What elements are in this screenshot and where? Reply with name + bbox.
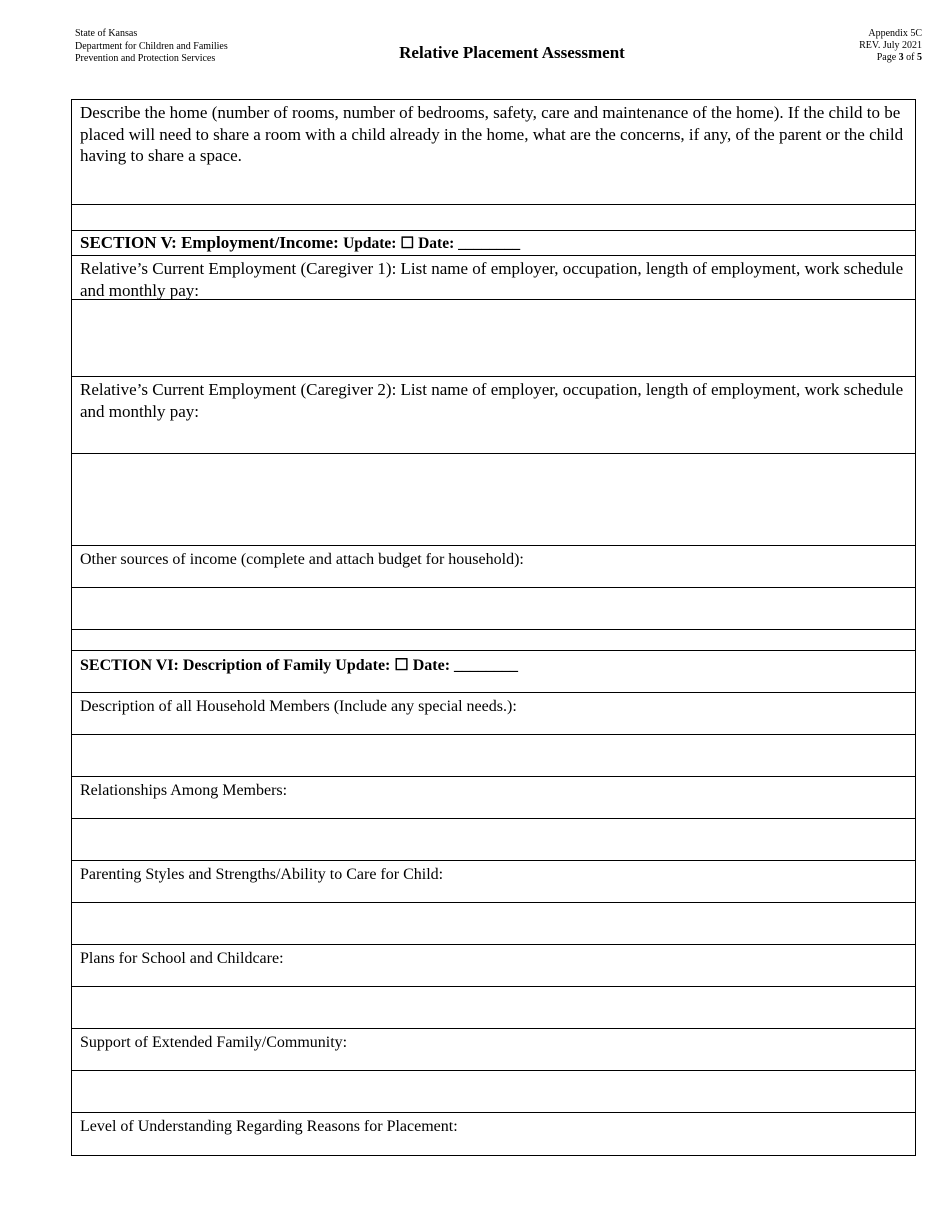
- revision-label: REV. July 2021: [859, 40, 922, 51]
- school-childcare-field[interactable]: [72, 987, 915, 1029]
- other-income-prompt: Other sources of income (complete and attach budget for household):: [72, 546, 915, 588]
- extended-family-prompt: Support of Extended Family/Community:: [72, 1029, 915, 1071]
- home-description-prompt: Describe the home (number of rooms, number of bedrooms, safety, care and maintenance of the home). If the child to be placed will need to share a room with a child already in the home, what are the concerns, if any, of the parent or the child having to share a space.: [72, 100, 915, 205]
- section6-header: SECTION VI: Description of Family Update: ☐ Date: ________: [72, 651, 915, 693]
- household-members-field[interactable]: [72, 735, 915, 777]
- extended-family-field[interactable]: [72, 1071, 915, 1113]
- household-members-prompt: Description of all Household Members (Include any special needs.):: [72, 693, 915, 735]
- appendix-label: Appendix 5C: [868, 28, 922, 39]
- agency-department: Department for Children and Families: [75, 40, 228, 52]
- school-childcare-prompt: Plans for School and Childcare:: [72, 945, 915, 987]
- relationships-prompt: Relationships Among Members:: [72, 777, 915, 819]
- document-title: Relative Placement Assessment: [399, 43, 625, 62]
- parenting-styles-field[interactable]: [72, 903, 915, 945]
- relationships-field[interactable]: [72, 819, 915, 861]
- other-income-field[interactable]: [72, 588, 915, 630]
- agency-state: State of Kansas: [75, 28, 138, 39]
- assessment-form: [71, 99, 916, 1156]
- agency-division: Prevention and Protection Services: [75, 53, 216, 64]
- document-title-wrap: [0, 40, 950, 63]
- page-number: Page 3 of 5: [876, 52, 922, 63]
- spacer-row: [72, 630, 915, 651]
- placement-understanding-prompt: Level of Understanding Regarding Reasons for Placement:: [80, 1118, 458, 1135]
- section5-header: [72, 231, 915, 256]
- caregiver2-prompt: Relative’s Current Employment (Caregiver 2): List name of employer, occupation, length of employment, work schedule and monthly pay:: [72, 377, 915, 454]
- section5-title: SECTION V: Employment/Income:: [80, 233, 339, 252]
- caregiver1-field[interactable]: [72, 300, 915, 377]
- caregiver2-field[interactable]: [72, 454, 915, 546]
- parenting-styles-prompt: Parenting Styles and Strengths/Ability to Care for Child:: [72, 861, 915, 903]
- section5-update: Update: ☐ Date: ________: [343, 235, 521, 252]
- document-meta: [859, 28, 922, 64]
- caregiver1-prompt: Relative’s Current Employment (Caregiver 1): List name of employer, occupation, length of employment, work schedule and monthly pay:: [72, 256, 915, 300]
- home-description-field[interactable]: [72, 205, 915, 231]
